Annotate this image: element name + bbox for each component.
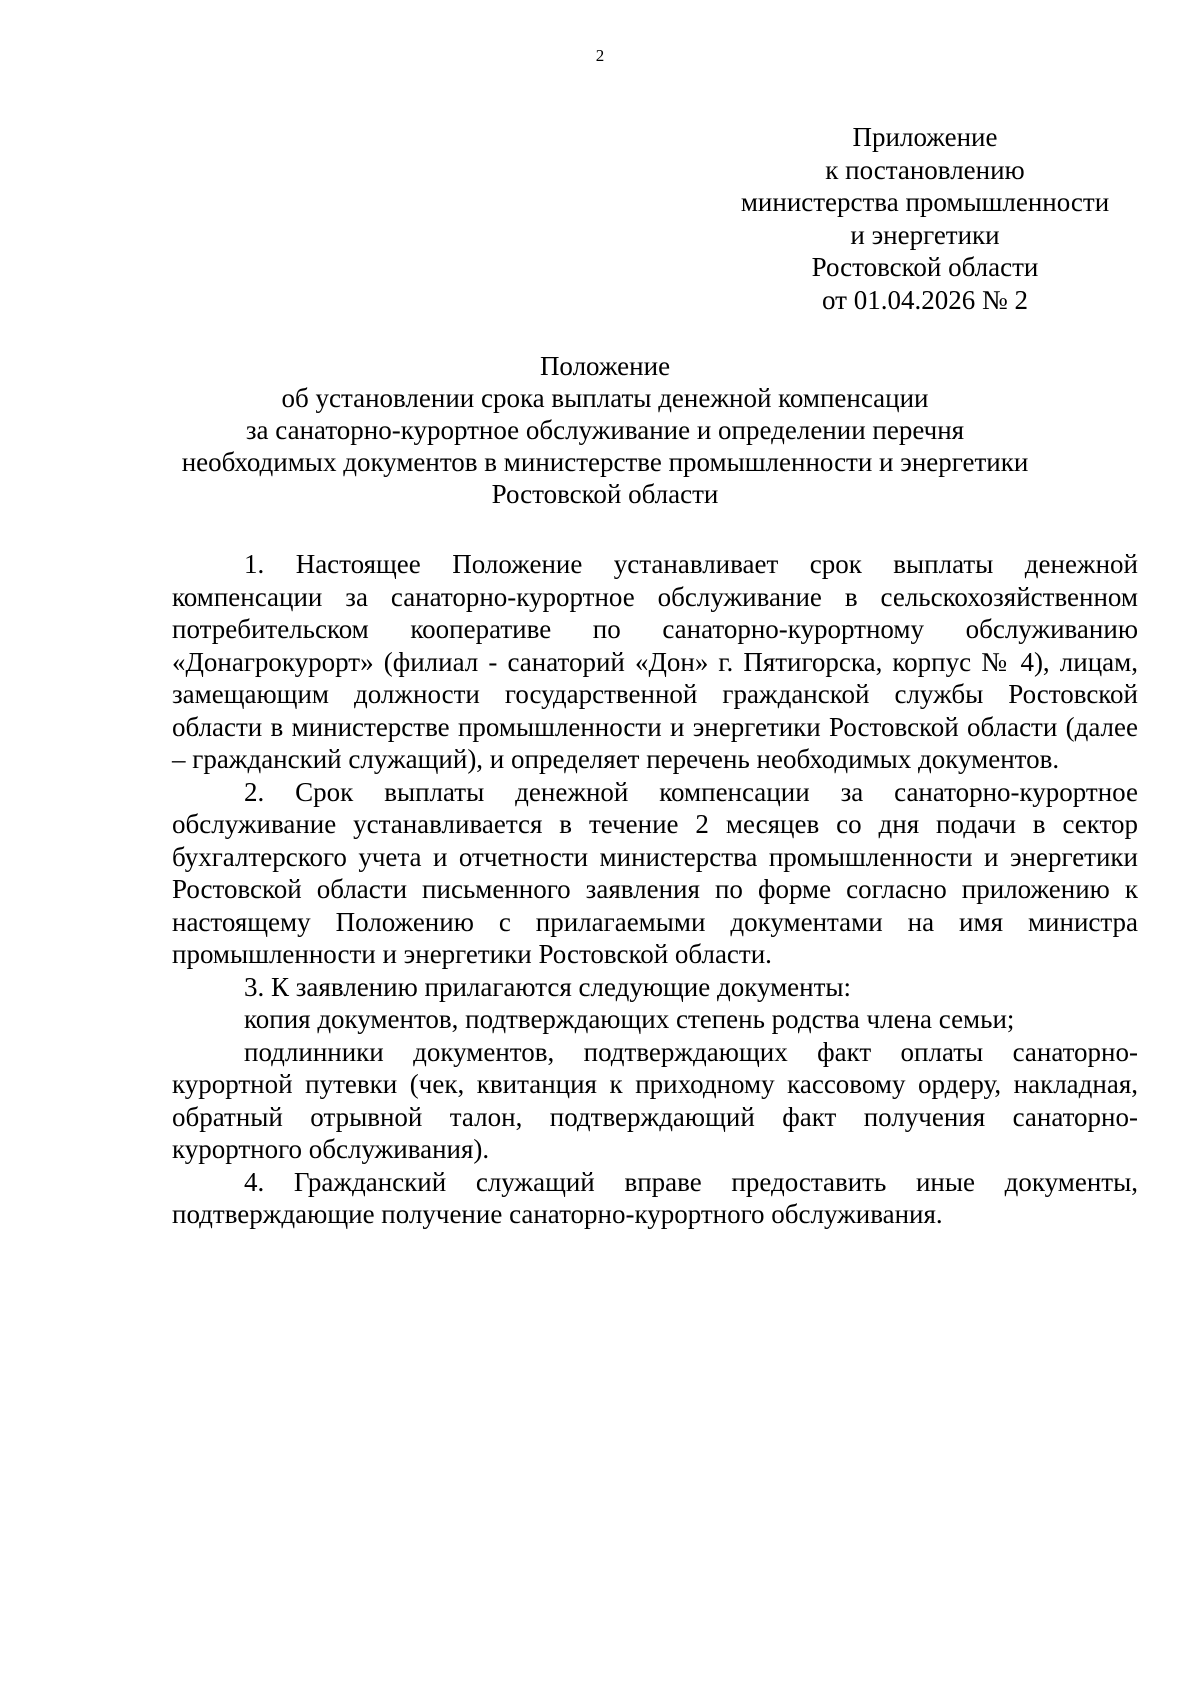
page-number: 2 <box>595 46 605 65</box>
title-line: необходимых документов в министерстве промышленности и энергетики <box>181 447 1029 477</box>
title-line: Положение <box>539 351 671 381</box>
paragraph-3-item-2: подлинники документов, подтверждающих факт оплаты санаторно-курортной путевки (чек, квитанция к приходному кассовому ордеру, накладная, обратный отрывной талон, подтверждающий факт получения санаторно-курортного обслуживания). <box>172 1036 1138 1164</box>
appendix-header <box>700 121 1150 316</box>
document-title <box>160 350 1050 510</box>
title-line: Ростовской области <box>491 479 719 509</box>
paragraph-1: 1. Настоящее Положение устанавливает срок выплаты денежной компенсации за санаторно-курортное обслуживание в сельскохозяйственном потребительском кооперативе по санаторно-курортному обслуживанию «Донагрокурорт» (филиал - санаторий «Дон» г. Пятигорска, корпус № 4), лицам, замещающим должности государственной гражданской службы Ростовской области в министерстве промышленности и энергетики Ростовской области (далее – гражданский служащий), и определяет перечень необходимых документов. <box>172 549 1138 774</box>
title-line: об установлении срока выплаты денежной компенсации <box>281 383 929 413</box>
paragraph-3: 3. К заявлению прилагаются следующие документы: <box>244 971 852 1002</box>
appendix-line: Приложение <box>852 122 998 152</box>
appendix-line: к постановлению <box>825 154 1025 185</box>
paragraph-4: 4. Гражданский служащий вправе предоставить иные документы, подтверждающие получение санаторно-курортного обслуживания. <box>172 1166 1138 1229</box>
appendix-line: и энергетики <box>850 219 1000 250</box>
appendix-line: министерства промышленности <box>740 187 1110 217</box>
document-body <box>172 548 1138 1231</box>
paragraph-3-item-1: копия документов, подтверждающих степень родства члена семьи; <box>244 1004 1015 1034</box>
appendix-line: Ростовской области <box>811 252 1039 282</box>
title-line: за санаторно-курортное обслуживание и определении перечня <box>245 415 965 445</box>
paragraph-2: 2. Срок выплаты денежной компенсации за санаторно-курортное обслуживание устанавливается в течение 2 месяцев со дня подачи в сектор бухгалтерского учета и отчетности министерства промышленности и энергетики Ростовской области письменного заявления по форме согласно приложению к настоящему Положению с прилагаемыми документами на имя министра промышленности и энергетики Ростовской области. <box>172 776 1138 969</box>
appendix-line: от 01.04.2026 № 2 <box>822 284 1028 315</box>
